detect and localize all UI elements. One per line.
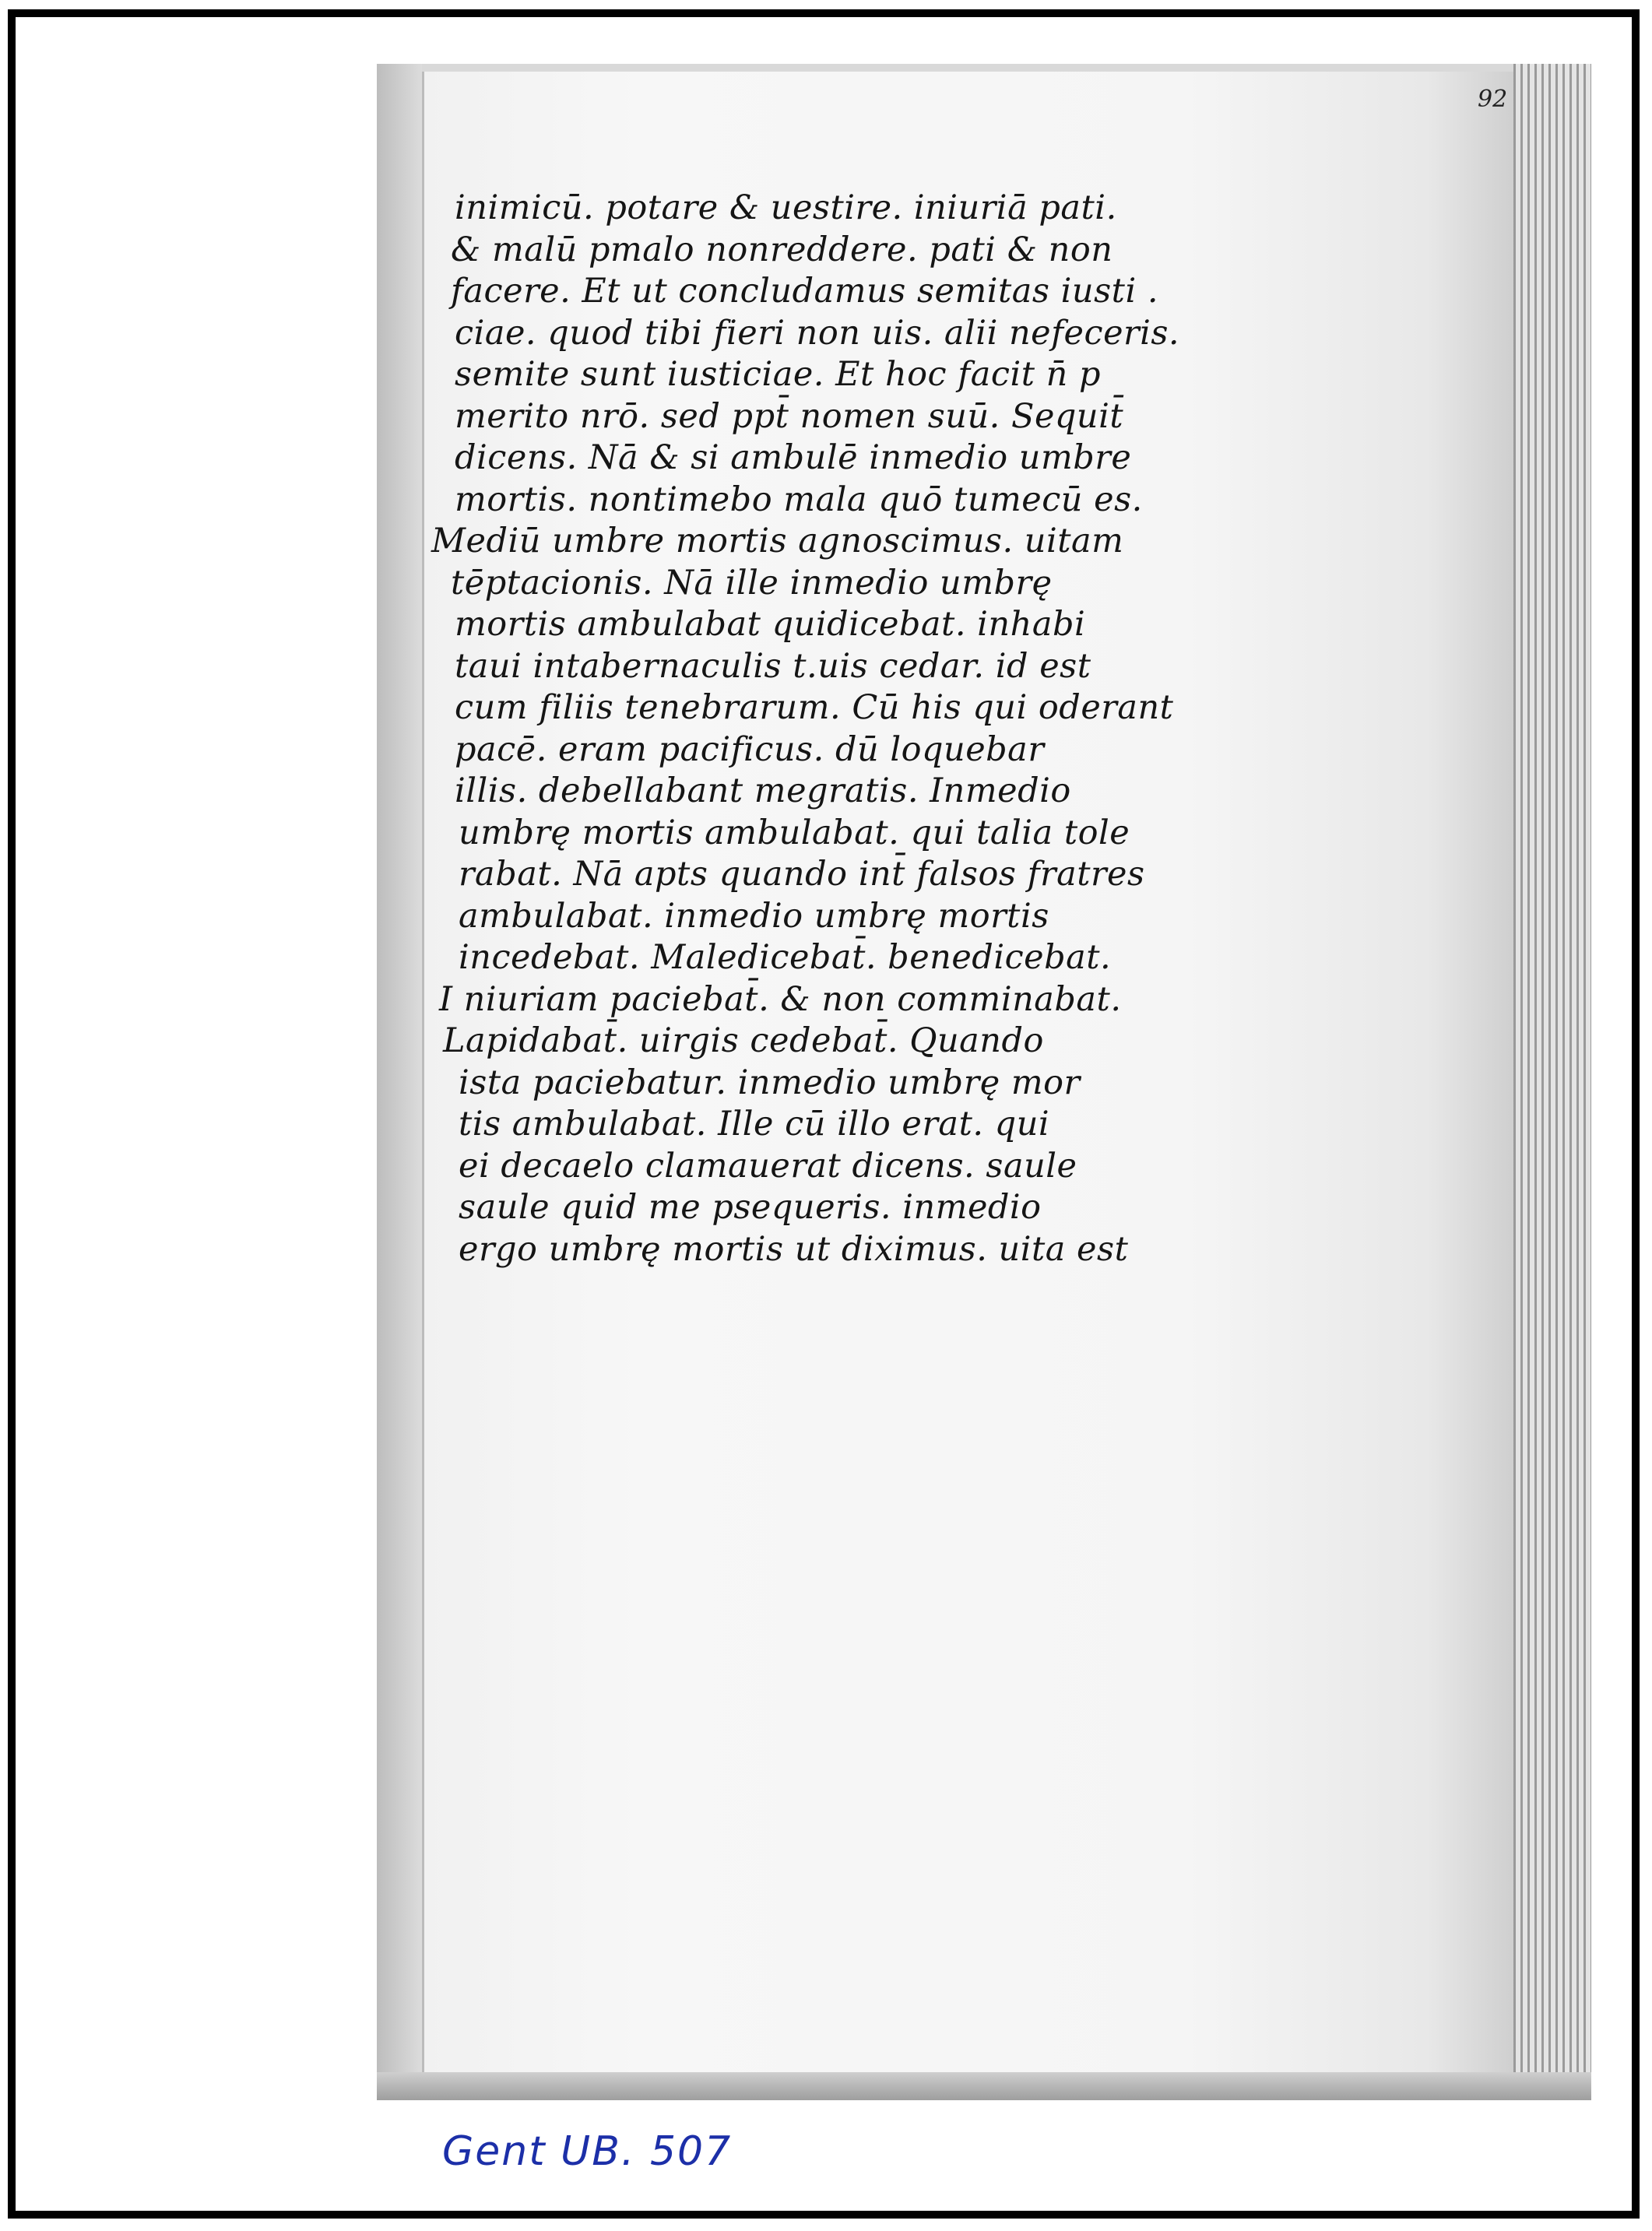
manuscript-line: illis. debellabant megratis. Inmedio <box>455 771 1071 810</box>
manuscript-line: merito nrō. sed ppt̄ nomen suū. Sequit̄ <box>455 396 1124 436</box>
manuscript-line: facere. Et ut concludamus semitas iusti . <box>451 272 1159 311</box>
manuscript-line: rabat. Nā apts quando int̄ falsos fratres <box>459 855 1145 894</box>
manuscript-line: & malū pmalo nonreddere. pati & non <box>451 230 1113 269</box>
shelfmark-caption: Gent UB. 507 <box>442 2128 733 2175</box>
manuscript-line: Lapidabat̄. uirgis cedebat̄. Quando <box>443 1021 1044 1060</box>
manuscript-line: ergo umbrę mortis ut diximus. uita est <box>459 1229 1129 1269</box>
manuscript-line: mortis. nontimebo mala quō tumecū es. <box>455 480 1143 519</box>
manuscript-line: ambulabat. inmedio umbrę mortis <box>459 896 1049 936</box>
manuscript-line: taui intabernaculis t.uis cedar. id est <box>455 646 1091 686</box>
manuscript-line: tis ambulabat. Ille cū illo erat. qui <box>459 1105 1050 1144</box>
manuscript-line: inimicū. potare & uestire. iniuriā pati. <box>455 188 1117 227</box>
manuscript-line: semite sunt iusticiae. Et hoc facit n̄ p <box>455 355 1102 394</box>
manuscript-line: Mediū umbre mortis agnoscimus. uitam <box>431 522 1124 560</box>
manuscript-line: I niuriam paciebat̄. & non comminabat. <box>439 979 1122 1019</box>
manuscript-line: ciae. quod tibi fieri non uis. alii nefeceris. <box>455 313 1180 353</box>
manuscript-line: cum filiis tenebrarum. Cū his qui oderant <box>455 688 1174 727</box>
manuscript-line: ista paciebatur. inmedio umbrę mor <box>459 1063 1081 1102</box>
manuscript-text <box>377 64 1591 2100</box>
manuscript-line: saule quid me psequeris. inmedio <box>459 1188 1042 1227</box>
manuscript-line: mortis ambulabat quidicebat. inhabi <box>455 605 1086 644</box>
manuscript-line: dicens. Nā & si ambulē inmedio umbre <box>455 438 1132 477</box>
manuscript-line: pacē. eram pacificus. dū loquebar <box>455 729 1045 769</box>
manuscript-line: umbrę mortis ambulabat. qui talia tole <box>459 813 1130 852</box>
manuscript-line: ei decaelo clamauerat dicens. saule <box>459 1146 1077 1186</box>
folio-number: 92 <box>1478 86 1508 113</box>
manuscript-line: tēptacionis. Nā ille inmedio umbrę <box>451 563 1053 603</box>
manuscript-photograph <box>377 64 1591 2100</box>
manuscript-line: incedebat. Maledicebat̄. benedicebat. <box>459 938 1112 977</box>
